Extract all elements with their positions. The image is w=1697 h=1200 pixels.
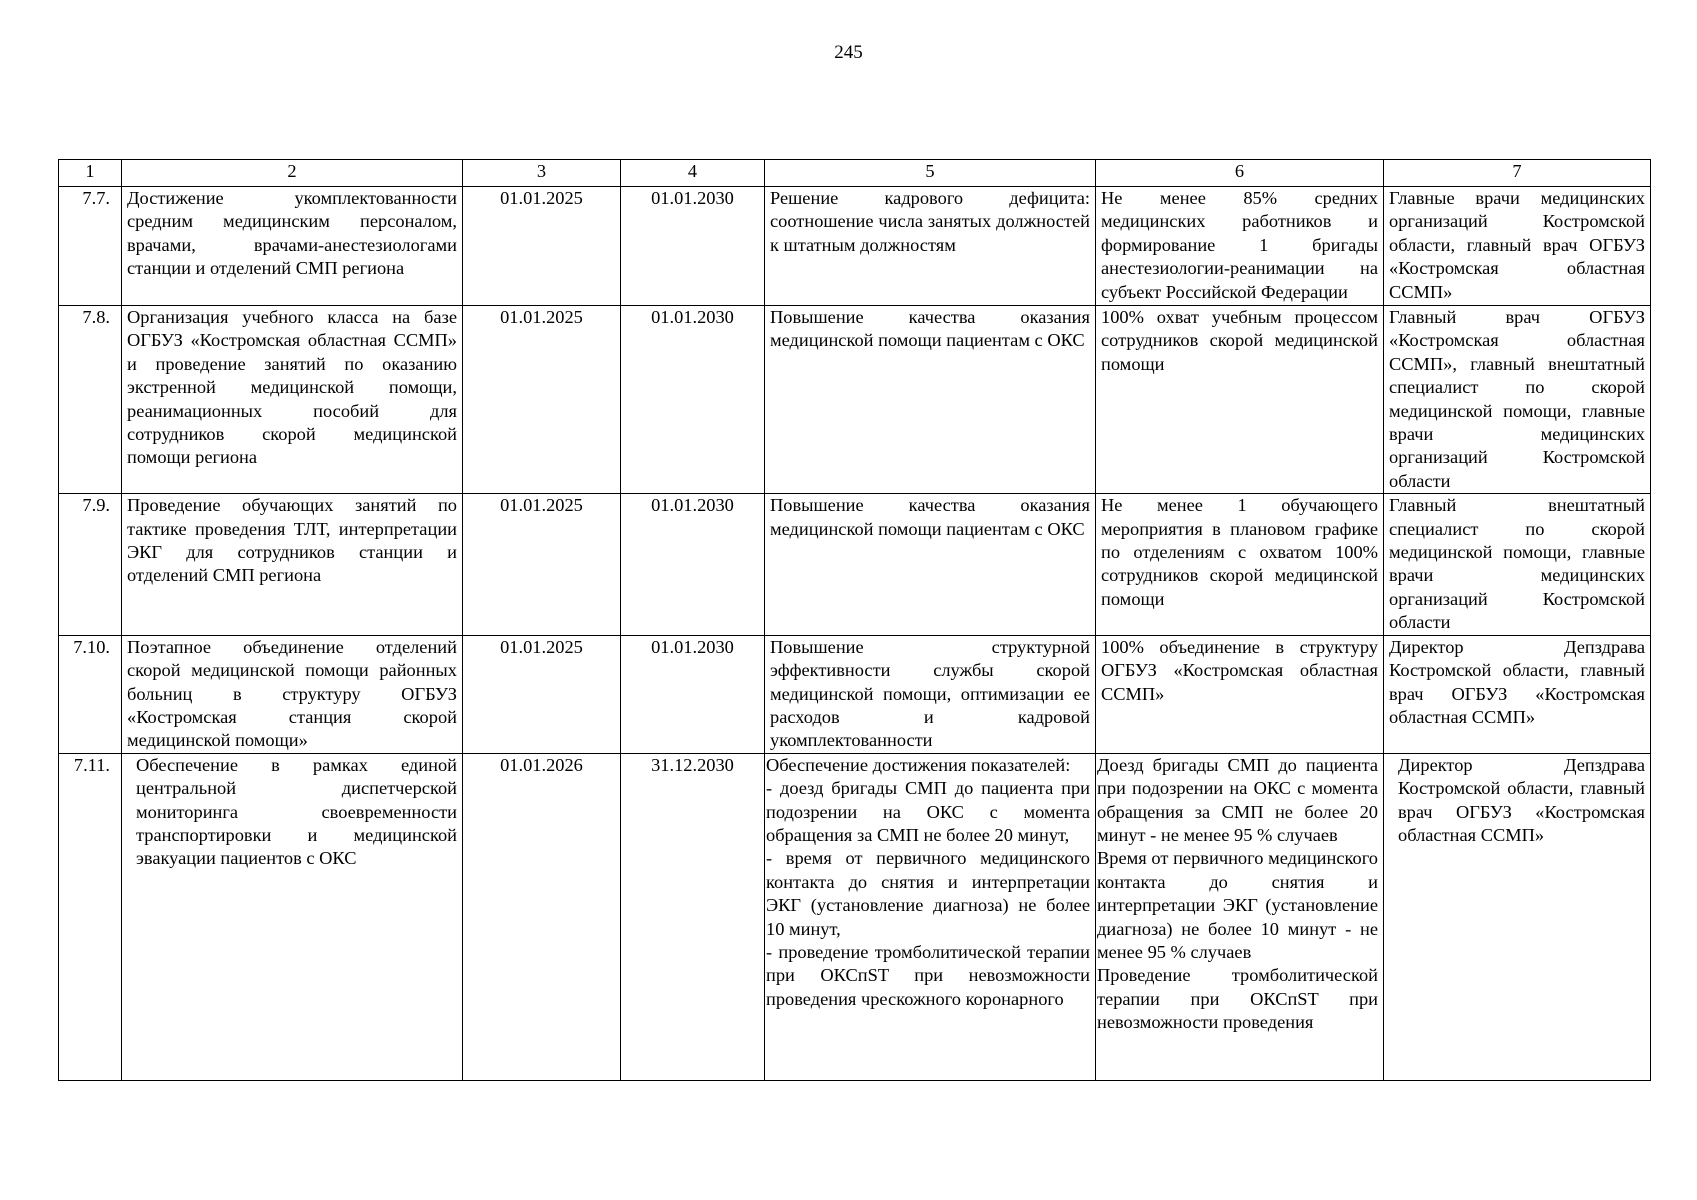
start-date-cell: 01.01.2026 bbox=[463, 753, 621, 1080]
result-cell bbox=[765, 753, 1096, 1080]
indicator-cell: Не менее 85% средних медицинских работников и формирование 1 бригады анестезиологии-реанимации на субъект Российской Федерации bbox=[1096, 187, 1384, 306]
start-date-cell: 01.01.2025 bbox=[463, 187, 621, 306]
indicator-cell: Не менее 1 обучающего мероприятия в плановом графике по отделениям с охватом 100% сотрудников скорой медицинской помощи bbox=[1096, 494, 1384, 635]
responsible-cell: Главный врач ОГБУЗ «Костромская областная ССМП», главный внештатный специалист по скорой медицинской помощи, главные врачи медицинских организаций Костромской области bbox=[1384, 306, 1651, 494]
result-cell: Повышение структурной эффективности службы скорой медицинской помощи, оптимизации ее расходов и кадровой укомплектованности bbox=[765, 635, 1096, 753]
row-number: 7.7. bbox=[59, 187, 122, 306]
start-date-cell: 01.01.2025 bbox=[463, 494, 621, 635]
measure-cell: Проведение обучающих занятий по тактике проведения ТЛТ, интерпретации ЭКГ для сотрудников станции и отделений СМП региона bbox=[122, 494, 463, 635]
row-number: 7.11. bbox=[59, 753, 122, 1080]
indicator-line: Доезд бригады СМП до пациента при подозрении на ОКС с момента обращения за СМП не более 20 минут - не менее 95 % случаев bbox=[1097, 754, 1378, 845]
measure-cell: Организация учебного класса на базе ОГБУЗ «Костромская областная ССМП» и проведение занятий по оказанию экстренной медицинской помощи, реанимационных пособий для сотрудников скорой медицинской помощи региона bbox=[122, 306, 463, 494]
page-number: 245 bbox=[834, 42, 863, 63]
end-date-cell: 01.01.2030 bbox=[621, 187, 765, 306]
measure-cell: Достижение укомплектованности средним медицинским персоналом, врачами, врачами-анестезиологами станции и отделений СМП региона bbox=[122, 187, 463, 306]
end-date-cell: 01.01.2030 bbox=[621, 635, 765, 753]
end-date-cell: 31.12.2030 bbox=[621, 753, 765, 1080]
row-number: 7.8. bbox=[59, 306, 122, 494]
indicator-cell bbox=[1096, 753, 1384, 1080]
column-number-1: 1 bbox=[59, 160, 122, 187]
result-line: Обеспечение достижения показателей: bbox=[766, 754, 1071, 775]
end-date-cell: 01.01.2030 bbox=[621, 306, 765, 494]
result-line: - проведение тромболитической терапии при ОКСпST при невозможности проведения чрескожного коронарного bbox=[766, 941, 1090, 1009]
responsible-cell: Главный внештатный специалист по скорой медицинской помощи, главные врачи медицинских организаций Костромской области bbox=[1384, 494, 1651, 635]
column-number-4: 4 bbox=[621, 160, 765, 187]
responsible-cell: Главные врачи медицинских организаций Костромской области, главный врач ОГБУЗ «Костромская областная ССМП» bbox=[1384, 187, 1651, 306]
measure-cell: Обеспечение в рамках единой центральной диспетчерской мониторинга своевременности транспортировки и медицинской эвакуации пациентов с ОКС bbox=[122, 753, 463, 1080]
indicator-cell: 100% объединение в структуру ОГБУЗ «Костромская областная ССМП» bbox=[1096, 635, 1384, 753]
table-row bbox=[59, 635, 1651, 753]
responsible-cell: Директор Депздрава Костромской области, главный врач ОГБУЗ «Костромская областная ССМП» bbox=[1384, 635, 1651, 753]
table-row bbox=[59, 306, 1651, 494]
table-header-row bbox=[59, 160, 1651, 187]
column-number-2: 2 bbox=[122, 160, 463, 187]
start-date-cell: 01.01.2025 bbox=[463, 306, 621, 494]
start-date-cell: 01.01.2025 bbox=[463, 635, 621, 753]
indicator-cell: 100% охват учебным процессом сотрудников скорой медицинской помощи bbox=[1096, 306, 1384, 494]
result-cell: Повышение качества оказания медицинской помощи пациентам с ОКС bbox=[765, 306, 1096, 494]
result-line: - доезд бригады СМП до пациента при подозрении на ОКС с момента обращения за СМП не более 20 минут, bbox=[766, 778, 1090, 845]
table-row bbox=[59, 753, 1651, 1080]
column-number-6: 6 bbox=[1096, 160, 1384, 187]
measure-cell: Поэтапное объединение отделений скорой медицинской помощи районных больниц в структуру ОГБУЗ «Костромская станция скорой медицинской помощи» bbox=[122, 635, 463, 753]
result-cell: Решение кадрового дефицита: соотношение числа занятых должностей к штатным должностям bbox=[765, 187, 1096, 306]
row-number: 7.10. bbox=[59, 635, 122, 753]
result-cell: Повышение качества оказания медицинской помощи пациентам с ОКС bbox=[765, 494, 1096, 635]
measures-table bbox=[58, 159, 1651, 1081]
indicator-line: Время от первичного медицинского контакта до снятия и интерпретации ЭКГ (установление диагноза) не более 10 минут - не менее 95 % случаев bbox=[1097, 848, 1378, 962]
column-number-7: 7 bbox=[1384, 160, 1651, 187]
table-row bbox=[59, 494, 1651, 635]
table-row bbox=[59, 187, 1651, 306]
indicator-line: Проведение тромболитической терапии при ОКСпST при невозможности проведения bbox=[1097, 965, 1378, 1033]
column-number-5: 5 bbox=[765, 160, 1096, 187]
result-line: - время от первичного медицинского контакта до снятия и интерпретации ЭКГ (установление диагноза) не более 10 минут, bbox=[766, 848, 1090, 939]
row-number: 7.9. bbox=[59, 494, 122, 635]
end-date-cell: 01.01.2030 bbox=[621, 494, 765, 635]
responsible-cell: Директор Депздрава Костромской области, главный врач ОГБУЗ «Костромская областная ССМП» bbox=[1384, 753, 1651, 1080]
column-number-3: 3 bbox=[463, 160, 621, 187]
